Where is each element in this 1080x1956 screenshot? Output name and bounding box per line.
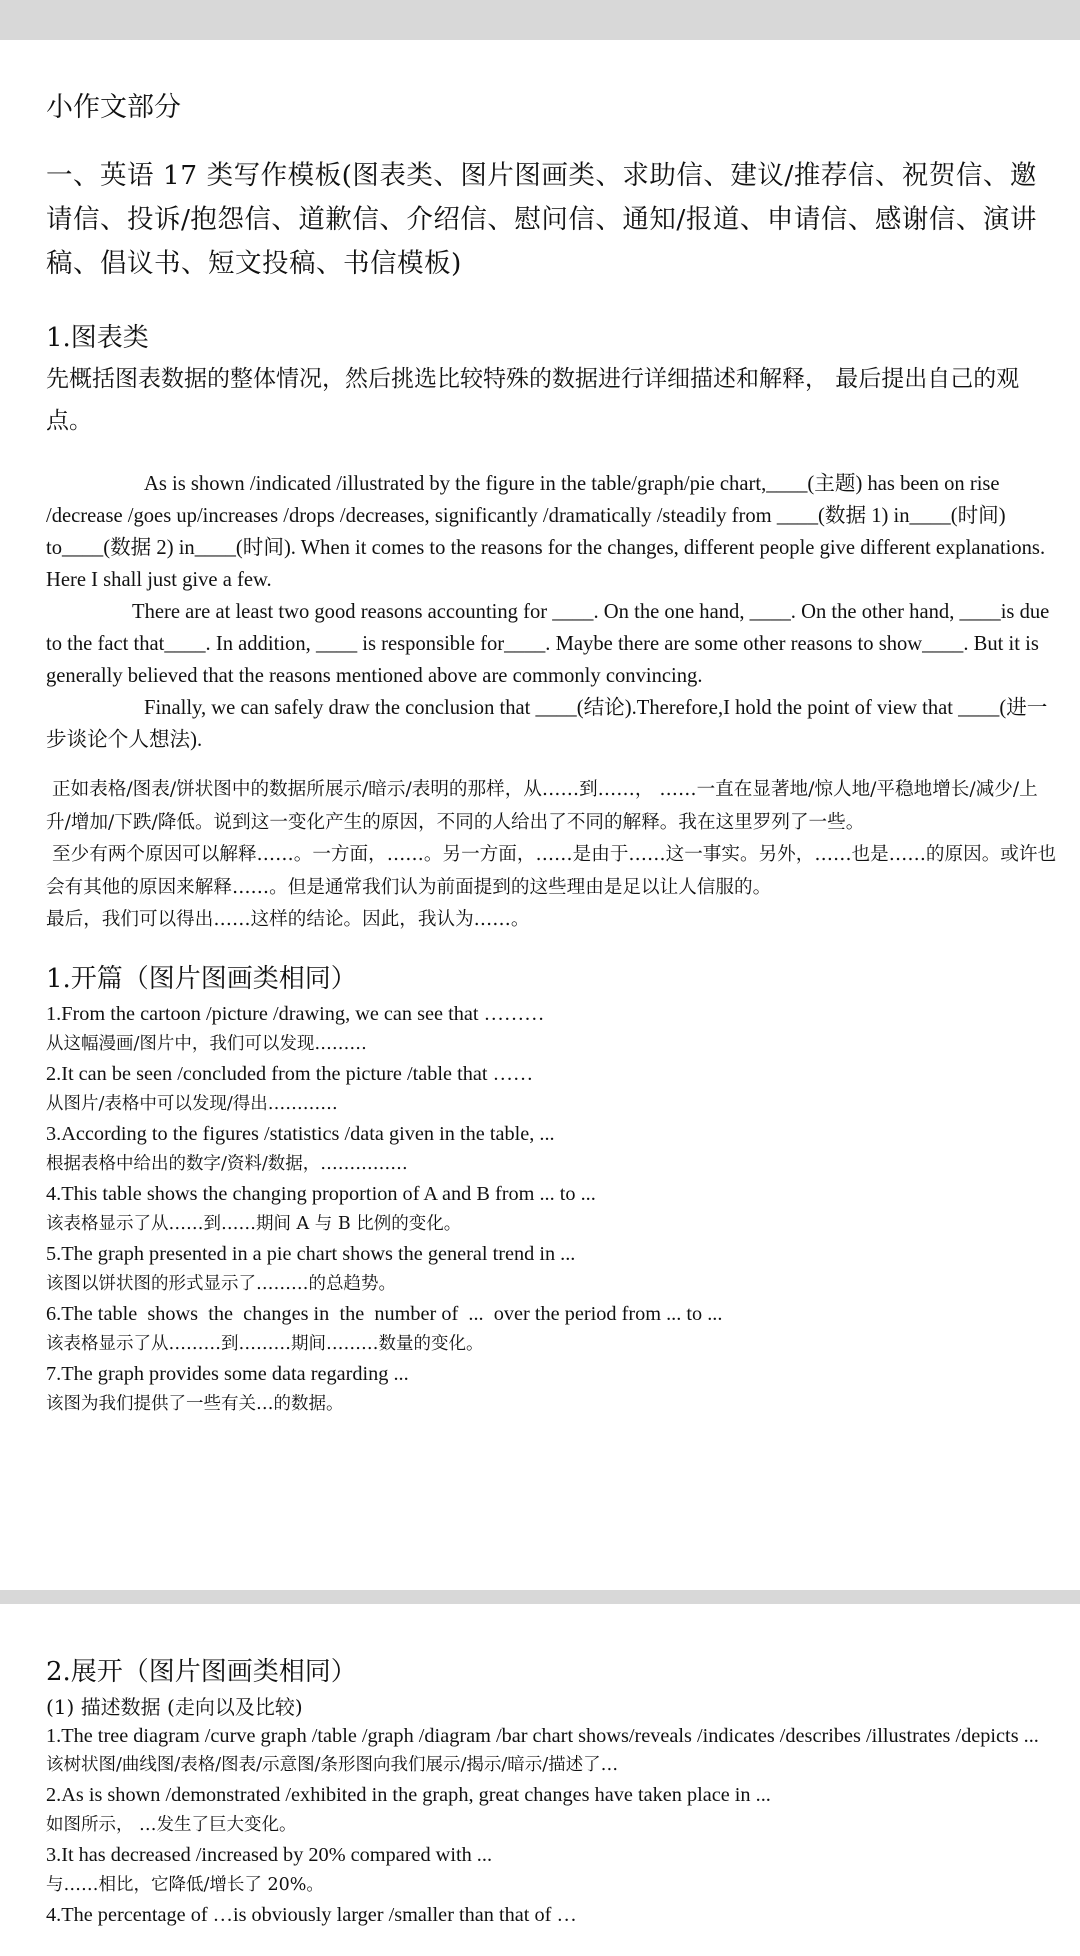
phrase-cn: 根据表格中给出的数字/资料/数据，……………: [46, 1153, 408, 1174]
list-item: [46, 1900, 1060, 1930]
phrase-en: 1.From the cartoon /picture /drawing, we can see that ………: [46, 1002, 545, 1025]
main-heading: 一、英语 17 类写作模板(图表类、图片图画类、求助信、建议/推荐信、祝贺信、邀请信、投诉/抱怨信、道歉信、介绍信、慰问信、通知/报道、申请信、感谢信、演讲稿、倡议书、短文投稿、书信模板): [46, 160, 1037, 279]
phrase-en: 3.It has decreased /increased by 20% compared with ...: [46, 1844, 493, 1866]
phrase-cn: 如图所示， …发生了巨大变化。: [46, 1815, 297, 1835]
phrase-en: 2.As is shown /demonstrated /exhibited in the graph, great changes have taken place in ...: [46, 1784, 771, 1806]
phrase-cn: 从这幅漫画/图片中，我们可以发现………: [46, 1033, 367, 1054]
phrase-cn: 该表格显示了从……到……期间 A 与 B 比例的变化。: [46, 1213, 462, 1234]
phrase-cn: 与……相比，它降低/增长了 20%。: [46, 1875, 324, 1895]
phrase-en: 4.The percentage of …is obviously larger /smaller than that of …: [46, 1904, 577, 1926]
list-item: [46, 1119, 1060, 1179]
list-item: [46, 1840, 1060, 1900]
expand-section-title: 2.展开（图片图画类相同）: [46, 1657, 357, 1687]
translation-paragraph-1: 正如表格/图表/饼状图中的数据所展示/暗示/表明的那样，从……到……， ……一直在显著地/惊人地/平稳地增长/减少/上升/增加/下跌/降低。说到这一变化产生的原因，不同的人给出了不同的解释。我在这里罗列了一些。: [46, 779, 1038, 833]
list-item: [46, 1780, 1060, 1840]
template-paragraph-1: As is shown /indicated /illustrated by the figure in the table/graph/pie chart,____(主题) has been on rise /decrease /goes up/increases /drops /decreases, significantly /dramatically /steadily from ____(数据 1) in____(时间) to____(数据 2) in____(时间). When it comes to the reasons for the changes, different people give different explanations. Here I shall just give a few.: [46, 473, 1046, 591]
template-essay: [46, 468, 1060, 756]
list-item: [46, 1722, 1060, 1780]
list-item: [46, 1359, 1060, 1419]
opening-phrase-list: [46, 999, 1060, 1419]
list-item: [46, 1299, 1060, 1359]
phrase-cn: 该图以饼状图的形式显示了………的总趋势。: [46, 1273, 396, 1294]
page-gap-middle: [0, 1590, 1080, 1604]
phrase-cn: 该图为我们提供了一些有关…的数据。: [46, 1393, 344, 1414]
expand-phrase-list: [46, 1722, 1060, 1930]
template-paragraph-3: Finally, we can safely draw the conclusion that ____(结论).Therefore,I hold the point of view that ____(进一步谈论个人想法).: [46, 697, 1048, 751]
opening-section-title: 1.开篇（图片图画类相同）: [46, 963, 357, 994]
translation-paragraph-3: 最后，我们可以得出……这样的结论。因此，我认为……。: [46, 909, 530, 930]
document-page-1: [0, 40, 1080, 1590]
phrase-cn: 从图片/表格中可以发现/得出…………: [46, 1093, 338, 1114]
template-paragraph-2: There are at least two good reasons accounting for ____. On the one hand, ____. On the other hand, ____is due to the fact that____. In addition, ____ is responsible for____. Maybe there are some other reasons to show____. But it is generally believed that the reasons mentioned above are commonly convincing.: [46, 601, 1050, 687]
chart-section-intro: 先概括图表数据的整体情况，然后挑选比较特殊的数据进行详细描述和解释， 最后提出自己的观点。: [46, 366, 1020, 434]
phrase-cn: 该树状图/曲线图/表格/图表/示意图/条形图向我们展示/揭示/暗示/描述了…: [46, 1755, 619, 1775]
list-item: [46, 1179, 1060, 1239]
document-page-2: [0, 1604, 1080, 1956]
list-item: [46, 999, 1060, 1059]
phrase-en: 1.The tree diagram /curve graph /table /graph /diagram /bar chart shows/reveals /indicates /describes /illustrates /depicts ...: [46, 1725, 1039, 1747]
phrase-en: 7.The graph provides some data regarding ...: [46, 1362, 409, 1385]
chart-section-title: 1.图表类: [46, 323, 149, 353]
template-translation: [46, 774, 1060, 937]
list-item: [46, 1239, 1060, 1299]
translation-paragraph-2: 至少有两个原因可以解释……。一方面，……。另一方面，……是由于……这一事实。另外，……也是……的原因。或许也会有其他的原因来解释……。但是通常我们认为前面提到的这些理由是足以让人信服的。: [46, 844, 1057, 898]
expand-section-subtitle: (1) 描述数据 (走向以及比较): [46, 1695, 303, 1719]
list-item: [46, 1059, 1060, 1119]
phrase-en: 2.It can be seen /concluded from the picture /table that ……: [46, 1062, 534, 1085]
phrase-en: 3.According to the figures /statistics /data given in the table, ...: [46, 1122, 555, 1145]
phrase-en: 4.This table shows the changing proportion of A and B from ... to ...: [46, 1182, 596, 1205]
section-label: 小作文部分: [46, 92, 181, 123]
phrase-en: 6.The table shows the changes in the number of ... over the period from ... to ...: [46, 1302, 723, 1325]
phrase-cn: 该表格显示了从………到………期间………数量的变化。: [46, 1333, 484, 1354]
page-gap-top: [0, 0, 1080, 40]
phrase-en: 5.The graph presented in a pie chart shows the general trend in ...: [46, 1242, 576, 1265]
